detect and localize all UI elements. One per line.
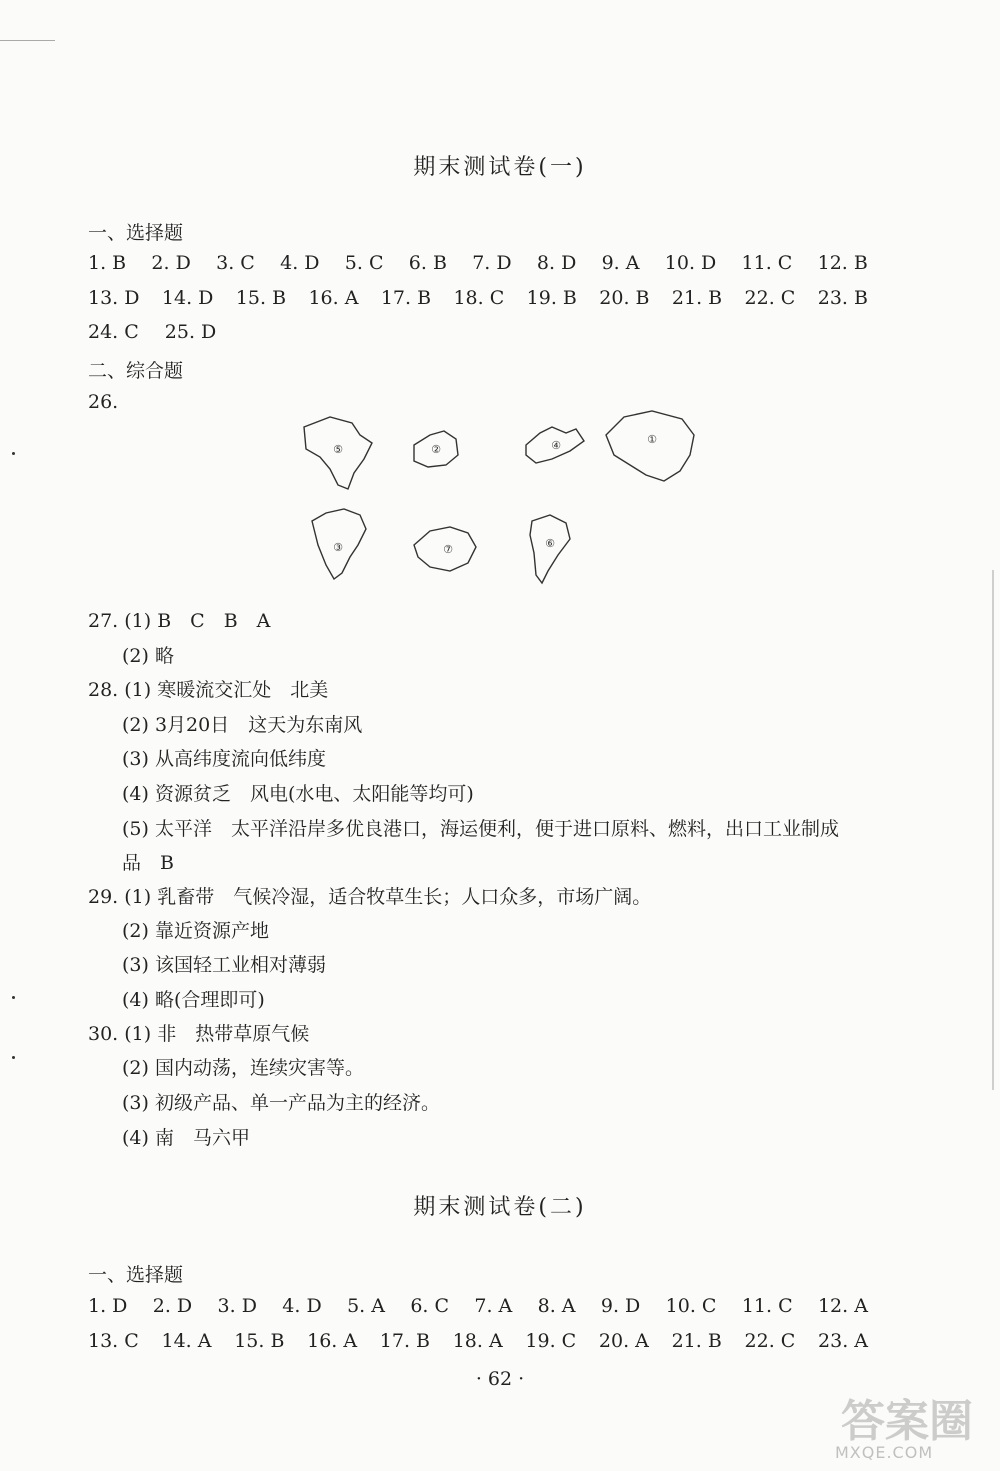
- answer: 11. C: [741, 252, 793, 274]
- section1-mc-row3: [88, 321, 868, 343]
- map-label: ⑥: [545, 537, 555, 550]
- answer: 8. A: [537, 1295, 576, 1317]
- answer: 12. A: [817, 1295, 868, 1317]
- section1-mc-heading: 一、选择题: [88, 222, 184, 244]
- map-label: ④: [551, 439, 561, 452]
- section2-title: 期末测试卷(二): [413, 1195, 587, 1220]
- scan-artifact-line: [0, 40, 55, 41]
- answer: 16. A: [308, 287, 359, 309]
- answer: 10. D: [664, 252, 717, 274]
- answer: 23. B: [817, 287, 868, 309]
- scan-dot: [12, 1056, 15, 1059]
- answer: 7. A: [474, 1295, 513, 1317]
- answer: 5. C: [344, 252, 384, 274]
- answer: 16. A: [307, 1330, 358, 1352]
- answer: 7. D: [472, 252, 512, 274]
- watermark-text: MXQE.COM: [835, 1443, 934, 1462]
- answer: 18. A: [452, 1330, 503, 1352]
- section1-mc-row1: [88, 252, 868, 274]
- answer: 20. B: [599, 287, 650, 309]
- answer: 6. B: [408, 252, 447, 274]
- q30-line: (2) 国内动荡，连续灾害等。: [122, 1057, 364, 1079]
- q30-line: 30. (1) 非 热带草原气候: [88, 1023, 310, 1045]
- section1-mc-row2: [88, 287, 868, 309]
- q27-line: 27. (1) B C B A: [88, 610, 271, 632]
- answer: 11. C: [741, 1295, 793, 1317]
- q26-number: 26.: [88, 391, 119, 413]
- q28-line: (4) 资源贫乏 风电(水电、太阳能等均可): [122, 783, 474, 805]
- answer: 4. D: [280, 252, 320, 274]
- q30-line: (4) 南 马六甲: [122, 1127, 250, 1149]
- q28-line: (3) 从高纬度流向低纬度: [122, 748, 326, 770]
- answer: 20. A: [598, 1330, 649, 1352]
- answer: 19. B: [526, 287, 577, 309]
- answer: 13. D: [88, 287, 140, 309]
- answer: 14. A: [161, 1330, 212, 1352]
- answer: 25. D: [164, 321, 217, 343]
- answer: 18. C: [453, 287, 505, 309]
- answer: 2. D: [152, 1295, 193, 1317]
- section2-mc-row1: [88, 1295, 868, 1317]
- q28-line: 28. (1) 寒暖流交汇处 北美: [88, 679, 329, 701]
- answer: 17. B: [380, 287, 432, 309]
- scan-dot: [12, 996, 15, 999]
- q28-line: (5) 太平洋 太平洋沿岸多优良港口，海运便利，便于进口原料、燃料，出口工业制成: [122, 818, 839, 840]
- asia-outline: [606, 411, 694, 481]
- q29-line: (3) 该国轻工业相对薄弱: [122, 954, 326, 976]
- answer: 8. D: [536, 252, 577, 274]
- section1-comp-heading: 二、综合题: [88, 360, 184, 382]
- answer: 13. C: [88, 1330, 139, 1352]
- q28-line: (2) 3月20日 这天为东南风: [122, 714, 363, 736]
- map-label: ③: [333, 541, 343, 554]
- section2-mc-row2: [88, 1330, 868, 1352]
- q29-line: 29. (1) 乳畜带 气候冷湿，适合牧草生长；人口众多，市场广阔。: [88, 886, 652, 908]
- watermark: [835, 1385, 995, 1470]
- answer: 15. B: [234, 1330, 285, 1352]
- answer: 15. B: [235, 287, 287, 309]
- scan-artifact-edge: [992, 570, 994, 1090]
- answer: 23. A: [818, 1330, 868, 1352]
- q27-line: (2) 略: [122, 645, 174, 667]
- section1-title: 期末测试卷(一): [413, 155, 587, 180]
- watermark-logo: 答案圈: [841, 1396, 973, 1447]
- answer: 9. A: [601, 252, 640, 274]
- map-label: ⑤: [333, 443, 343, 456]
- map-label: ①: [647, 433, 657, 446]
- q29-line: (4) 略(合理即可): [122, 989, 265, 1011]
- answer: 12. B: [817, 252, 868, 274]
- answer: 21. B: [671, 287, 723, 309]
- answer: 21. B: [671, 1330, 722, 1352]
- map-label: ⑦: [443, 543, 453, 556]
- scan-dot: [12, 452, 15, 455]
- q28-line: 品 B: [122, 852, 174, 874]
- answer: 1. D: [88, 1295, 128, 1317]
- continent-maps-figure: [290, 405, 710, 600]
- answer: 10. C: [665, 1295, 717, 1317]
- answer: 14. D: [161, 287, 214, 309]
- answer: 9. D: [600, 1295, 641, 1317]
- q29-line: (2) 靠近资源产地: [122, 920, 269, 942]
- answer: 3. D: [217, 1295, 257, 1317]
- answer: 3. C: [216, 252, 255, 274]
- answer: 5. A: [347, 1295, 385, 1317]
- answer: 19. C: [525, 1330, 577, 1352]
- answer: 17. B: [379, 1330, 431, 1352]
- answer: 2. D: [151, 252, 191, 274]
- answer: 24. C: [88, 321, 139, 343]
- answer: 22. C: [744, 1330, 796, 1352]
- map-label: ②: [431, 443, 441, 456]
- answer: 6. C: [410, 1295, 450, 1317]
- section2-mc-heading: 一、选择题: [88, 1264, 184, 1286]
- page-number: · 62 ·: [475, 1368, 525, 1390]
- answer: 1. B: [88, 252, 127, 274]
- q30-line: (3) 初级产品、单一产品为主的经济。: [122, 1092, 440, 1114]
- answer: 22. C: [744, 287, 796, 309]
- answer: 4. D: [282, 1295, 322, 1317]
